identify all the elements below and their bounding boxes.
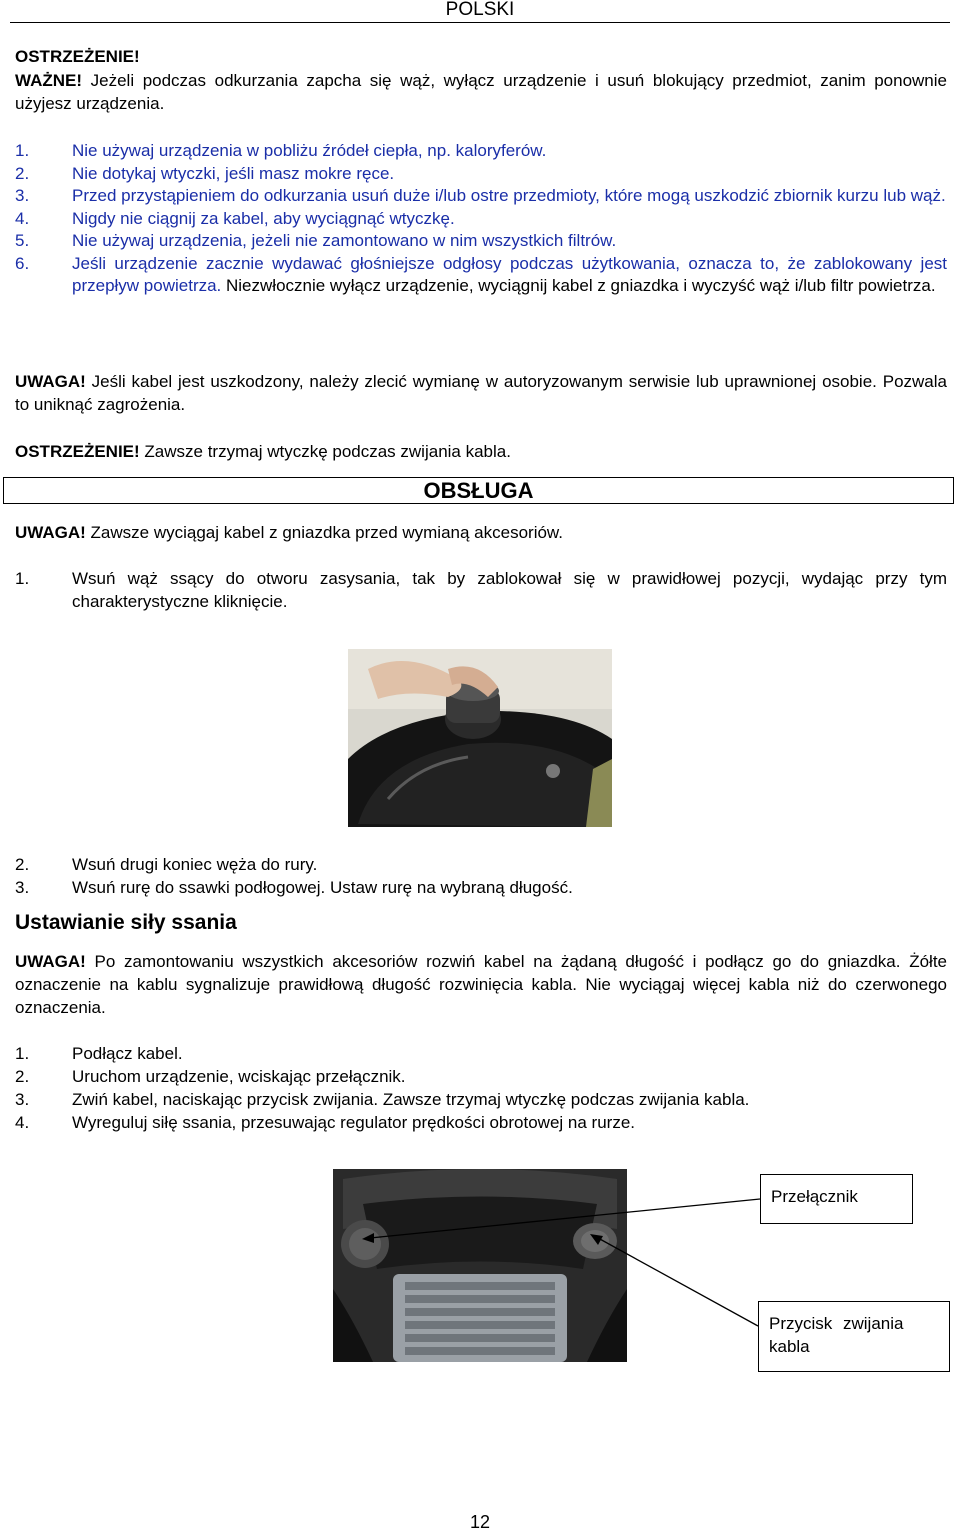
uwaga-text: Zawsze wyciągaj kabel z gniazdka przed wymianą akcesoriów. bbox=[85, 523, 563, 542]
list-item-number: 3. bbox=[15, 878, 30, 897]
list-item-number: 2. bbox=[15, 1067, 30, 1086]
list-item-number: 2. bbox=[15, 163, 30, 183]
callout-rewind-button: Przycisk zwijania kabla bbox=[758, 1301, 950, 1372]
uwaga-label: UWAGA! bbox=[15, 952, 86, 971]
list-item-text: Przed przystąpieniem do odkurzania usuń duże i/lub ostre przedmioty, które mogą uszkodzić zbiornik kurzu lub wąż. bbox=[72, 186, 946, 205]
page-header-language: POLSKI bbox=[445, 0, 515, 20]
uwaga-text: Jeśli kabel jest uszkodzony, należy zlecić wymianę w autoryzowanym serwisie lub uprawnionej osobie. Pozwala to uniknąć zagrożenia. bbox=[15, 372, 947, 414]
list-item-number: 5. bbox=[15, 231, 30, 250]
uwaga-label: UWAGA! bbox=[15, 372, 86, 391]
important-label: WAŻNE! bbox=[15, 71, 83, 90]
list-item-text: Nie używaj urządzenia w pobliżu źródeł ciepła, np. kaloryferów. bbox=[72, 141, 547, 160]
list-item-number: 4. bbox=[15, 1113, 30, 1132]
list-item-text-extra: Niezwłocznie wyłącz urządzenie, wyciągnij kabel z gniazdka i wyczyść wąż i/lub filtr powietrza. bbox=[221, 276, 936, 295]
list-item-text: Wsuń rurę do ssawki podłogowej. Ustaw rurę na wybraną długość. bbox=[72, 878, 573, 897]
ostrzezenie-text: Zawsze trzymaj wtyczkę podczas zwijania kabla. bbox=[139, 442, 511, 461]
warning-heading: OSTRZEŻENIE! bbox=[15, 47, 140, 66]
page-number: 12 bbox=[469, 1512, 491, 1532]
list-item-text: Wyreguluj siłę ssania, przesuwając regulator prędkości obrotowej na rurze. bbox=[72, 1113, 636, 1132]
list-item-text: Wsuń drugi koniec węża do rury. bbox=[72, 855, 318, 874]
list-item-number: 4. bbox=[15, 208, 30, 228]
list-item-text: Wsuń wąż ssący do otworu zasysania, tak by zablokował się w prawidłowej pozycji, wydając przy tym charakterystyczne kliknięcie. bbox=[72, 569, 947, 611]
list-item-number: 6. bbox=[15, 253, 30, 273]
uwaga-label: UWAGA! bbox=[15, 523, 86, 542]
list-item-text: Nie używaj urządzenia, jeżeli nie zamontowano w nim wszystkich filtrów. bbox=[72, 231, 617, 250]
list-item-text: Zwiń kabel, naciskając przycisk zwijania. Zawsze trzymaj wtyczkę podczas zwijania kabla. bbox=[72, 1090, 750, 1109]
list-item-text: Jeśli urządzenie zacznie wydawać głośniejsze odgłosy podczas użytkowania, oznacza to, że zablokowany jest przepływ powietrza. bbox=[72, 253, 947, 295]
uwaga-text: Po zamontowaniu wszystkich akcesoriów rozwiń kabel na żądaną długość i podłącz go do gniazdka. Żółte oznaczenie na kablu sygnalizuje prawidłową długość rozwinięcia kabla. Nie wyciągaj więcej kabla niż do czerwonego oznaczenia. bbox=[15, 952, 947, 1017]
list-item-number: 2. bbox=[15, 855, 30, 874]
list-item-text: Podłącz kabel. bbox=[72, 1044, 183, 1063]
list-item-text: Uruchom urządzenie, wciskając przełącznik. bbox=[72, 1067, 406, 1086]
callout-switch: Przełącznik bbox=[760, 1174, 913, 1224]
important-text: Jeżeli podczas odkurzania zapcha się wąż, wyłącz urządzenie i usuń blokujący przedmiot, zanim ponownie użyjesz urządzenia. bbox=[15, 71, 947, 113]
list-item-text: Nigdy nie ciągnij za kabel, aby wyciągnąć wtyczkę. bbox=[72, 208, 455, 228]
list-item-number: 1. bbox=[15, 141, 30, 160]
ostrzezenie-label: OSTRZEŻENIE! bbox=[15, 442, 140, 461]
list-item-number: 1. bbox=[15, 1044, 30, 1063]
list-item-number: 3. bbox=[15, 1090, 30, 1109]
list-item-text: Nie dotykaj wtyczki, jeśli masz mokre ręce. bbox=[72, 163, 395, 183]
section-title-obsluga: OBSŁUGA bbox=[3, 477, 954, 504]
suction-heading: Ustawianie siły ssania bbox=[15, 911, 237, 934]
list-item-number: 3. bbox=[15, 186, 30, 205]
list-item-number: 1. bbox=[15, 569, 30, 588]
